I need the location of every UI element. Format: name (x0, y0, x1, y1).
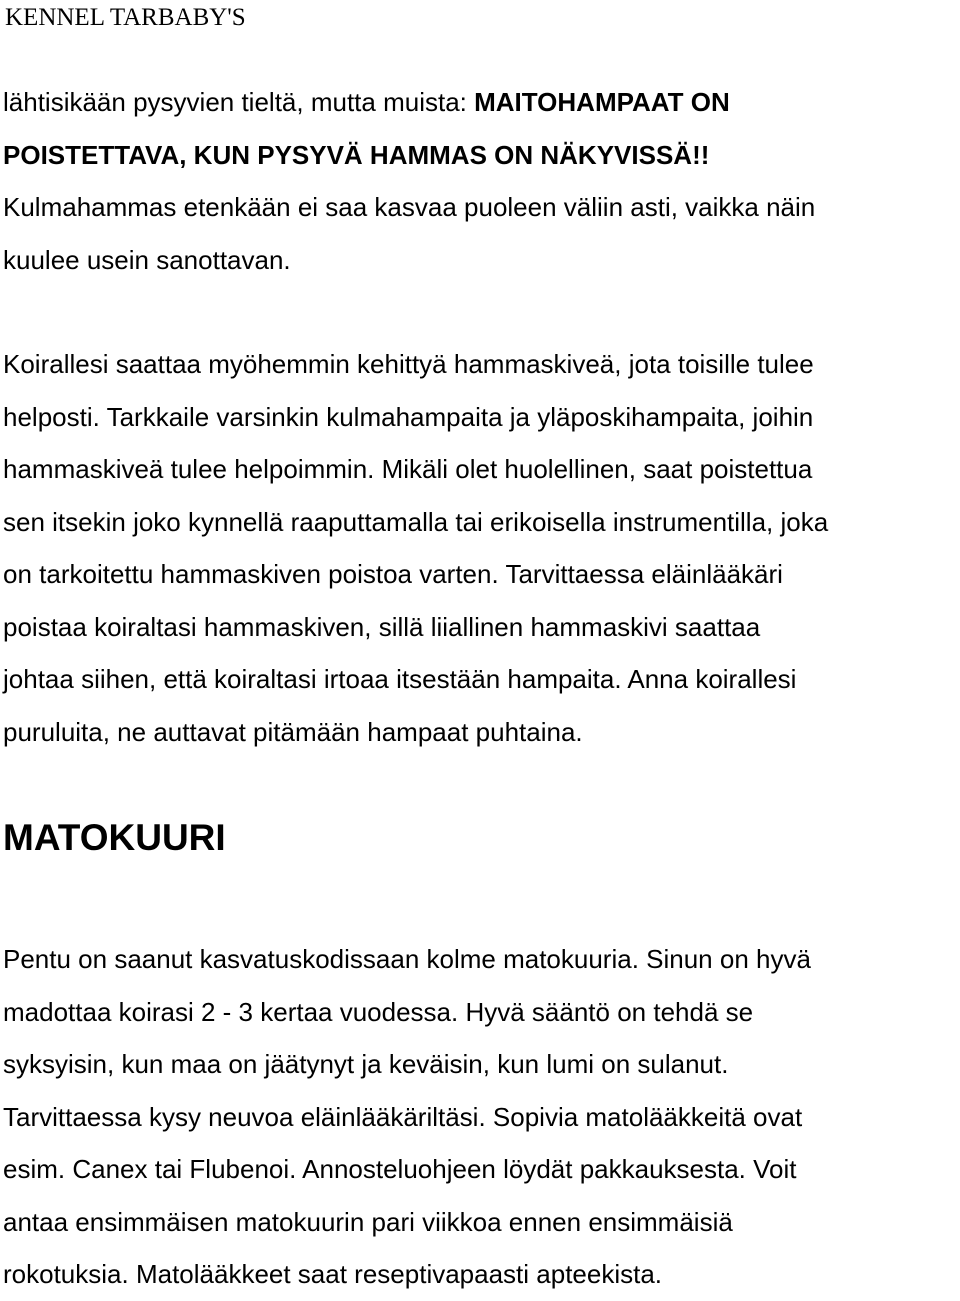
paragraph-line: syksyisin, kun maa on jäätynyt ja keväisin, kun lumi on sulanut. (3, 1049, 729, 1079)
paragraph-line: Tarvittaessa kysy neuvoa eläinlääkäriltäsi. Sopivia matolääkkeitä ovat (3, 1101, 803, 1132)
emphasis-text: POISTETTAVA, KUN PYSYVÄ HAMMAS ON NÄKYVISSÄ!! (3, 139, 710, 170)
paragraph-line: johtaa siihen, että koiraltasi irtoaa itsestään hampaita. Anna koirallesi (3, 664, 797, 694)
paragraph-line: Pentu on saanut kasvatuskodissaan kolme matokuuria. Sinun on hyvä (3, 944, 811, 974)
emphasis-text: MAITOHAMPAAT ON (474, 87, 730, 117)
paragraph-line (3, 129, 960, 182)
paragraph-line: rokotuksia. Matolääkkeet saat reseptivapaasti apteekista. (3, 1259, 663, 1289)
paragraph-line: Koirallesi saattaa myöhemmin kehittyä hammaskiveä, jota toisille tulee (3, 349, 814, 379)
paragraph-line: madottaa koirasi 2 - 3 kertaa vuodessa. Hyvä sääntö on tehdä se (3, 996, 754, 1027)
paragraph-line: Kulmahammas etenkään ei saa kasvaa puoleen väliin asti, vaikka näin (3, 192, 816, 222)
paragraph-line: sen itsekin joko kynnellä raaputtamalla tai erikoisella instrumentilla, joka (3, 506, 829, 537)
paragraph-line (3, 76, 960, 129)
paragraph-line: antaa ensimmäisen matokuurin pari viikkoa ennen ensimmäisiä (3, 1206, 733, 1237)
paragraph-line: kuulee usein sanottavan. (3, 244, 291, 275)
section-heading-matokuuri: MATOKUURI (3, 817, 226, 858)
page-header: KENNEL TARBABY'S (5, 4, 246, 31)
paragraph-line: hammaskiveä tulee helpoimmin. Mikäli olet huolellinen, saat poistettua (3, 454, 813, 484)
paragraph-line: poistaa koiraltasi hammaskiven, sillä liiallinen hammaskivi saattaa (3, 611, 761, 642)
paragraph-teeth-change (3, 76, 960, 286)
line-text: lähtisikään pysyvien tieltä, mutta muista: (3, 87, 475, 117)
paragraph-line: puruluita, ne auttavat pitämään hampaat puhtaina. (3, 716, 583, 747)
paragraph-line: on tarkoitettu hammaskiven poistoa varten. Tarvittaessa eläinlääkäri (3, 559, 783, 589)
paragraph-deworming (3, 933, 960, 1301)
paragraph-line: esim. Canex tai Flubenoi. Annosteluohjeen löydät pakkauksesta. Voit (3, 1154, 797, 1184)
paragraph-line: helposti. Tarkkaile varsinkin kulmahampaita ja yläposkihampaita, joihin (3, 401, 814, 432)
paragraph-tartar (3, 338, 960, 758)
